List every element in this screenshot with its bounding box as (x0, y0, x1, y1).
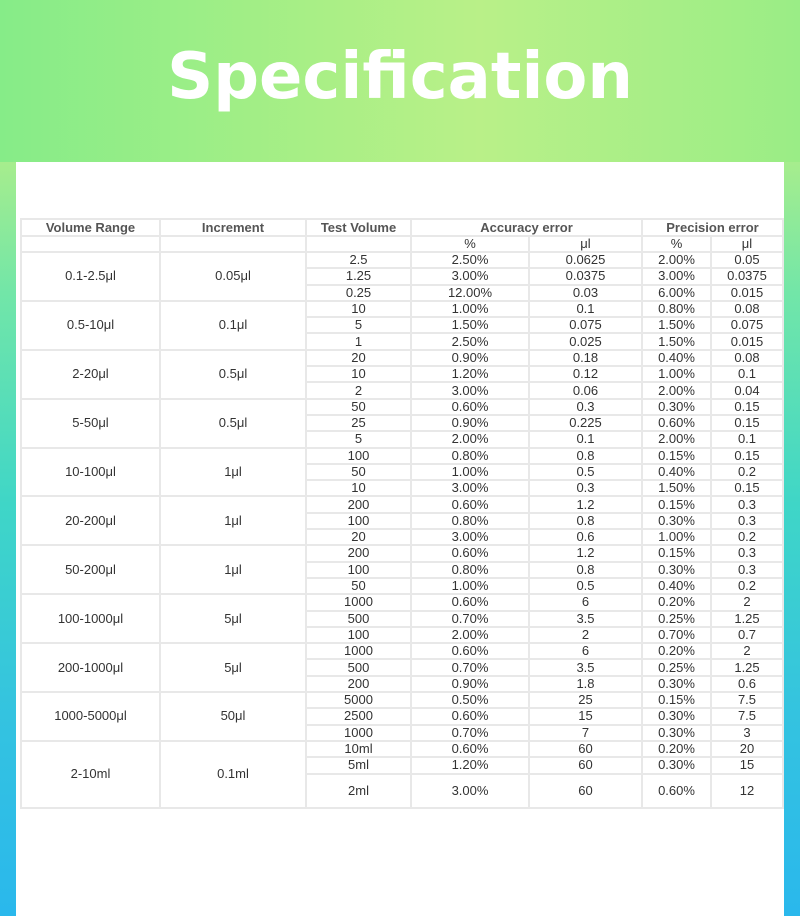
test-volume-cell: 200 (306, 545, 411, 561)
accuracy-ul-cell: 0.8 (529, 448, 642, 464)
table-row (21, 448, 783, 464)
accuracy-percent-cell: 0.70% (411, 659, 529, 675)
precision-percent-cell: 0.20% (642, 643, 711, 659)
spec-table-body (21, 252, 783, 808)
test-volume-cell: 1000 (306, 594, 411, 610)
precision-percent-cell: 0.15% (642, 692, 711, 708)
subheader-row (21, 236, 783, 252)
test-volume-cell: 0.25 (306, 285, 411, 301)
accuracy-percent-cell: 1.00% (411, 464, 529, 480)
precision-ul-cell: 0.15 (711, 399, 783, 415)
precision-percent-cell: 0.70% (642, 627, 711, 643)
accuracy-percent-cell: 0.90% (411, 350, 529, 366)
test-volume-cell: 5000 (306, 692, 411, 708)
precision-ul-cell: 0.2 (711, 529, 783, 545)
accuracy-percent-cell: 2.00% (411, 431, 529, 447)
precision-percent-cell: 2.00% (642, 431, 711, 447)
volume-range-cell: 5-50μl (21, 399, 160, 448)
accuracy-percent-cell: 1.20% (411, 366, 529, 382)
accuracy-percent-cell: 3.00% (411, 382, 529, 398)
accuracy-ul-cell: 60 (529, 774, 642, 808)
accuracy-ul-cell: 6 (529, 643, 642, 659)
test-volume-cell: 200 (306, 676, 411, 692)
precision-ul-cell: 20 (711, 741, 783, 757)
volume-range-cell: 0.1-2.5μl (21, 252, 160, 301)
precision-percent-cell: 0.40% (642, 578, 711, 594)
accuracy-ul-cell: 0.5 (529, 464, 642, 480)
volume-range-cell: 200-1000μl (21, 643, 160, 692)
accuracy-percent-cell: 2.00% (411, 627, 529, 643)
precision-percent-cell: 0.60% (642, 774, 711, 808)
increment-cell: 0.1μl (160, 301, 306, 350)
precision-percent-cell: 3.00% (642, 268, 711, 284)
accuracy-ul-cell: 0.06 (529, 382, 642, 398)
precision-ul-cell: 0.7 (711, 627, 783, 643)
precision-percent-cell: 0.30% (642, 562, 711, 578)
accuracy-percent-cell: 0.60% (411, 594, 529, 610)
accuracy-ul-cell: 0.3 (529, 399, 642, 415)
precision-ul-cell: 0.3 (711, 496, 783, 512)
accuracy-percent-cell: 0.90% (411, 415, 529, 431)
header-banner (0, 0, 800, 162)
precision-ul-cell: 0.1 (711, 366, 783, 382)
accuracy-ul-cell: 0.0375 (529, 268, 642, 284)
increment-cell: 0.1ml (160, 741, 306, 808)
precision-ul-cell: 0.15 (711, 480, 783, 496)
precision-percent-cell: 0.20% (642, 594, 711, 610)
subheader-precision-percent: % (642, 236, 711, 252)
precision-percent-cell: 0.40% (642, 350, 711, 366)
increment-cell: 5μl (160, 594, 306, 643)
col-header-volume-range: Volume Range (21, 219, 160, 236)
increment-cell: 0.05μl (160, 252, 306, 301)
accuracy-percent-cell: 0.70% (411, 725, 529, 741)
table-row (21, 692, 783, 708)
accuracy-percent-cell: 2.50% (411, 333, 529, 349)
precision-ul-cell: 0.3 (711, 562, 783, 578)
volume-range-cell: 100-1000μl (21, 594, 160, 643)
test-volume-cell: 500 (306, 659, 411, 675)
accuracy-ul-cell: 0.03 (529, 285, 642, 301)
accuracy-ul-cell: 0.3 (529, 480, 642, 496)
increment-cell: 0.5μl (160, 399, 306, 448)
test-volume-cell: 500 (306, 611, 411, 627)
test-volume-cell: 1 (306, 333, 411, 349)
accuracy-percent-cell: 1.00% (411, 301, 529, 317)
precision-ul-cell: 0.015 (711, 333, 783, 349)
accuracy-percent-cell: 0.70% (411, 611, 529, 627)
test-volume-cell: 200 (306, 496, 411, 512)
precision-percent-cell: 0.20% (642, 741, 711, 757)
test-volume-cell: 100 (306, 448, 411, 464)
precision-percent-cell: 0.30% (642, 708, 711, 724)
test-volume-cell: 5 (306, 317, 411, 333)
precision-percent-cell: 0.15% (642, 545, 711, 561)
col-header-precision-error: Precision error (642, 219, 783, 236)
accuracy-ul-cell: 0.8 (529, 513, 642, 529)
volume-range-cell: 0.5-10μl (21, 301, 160, 350)
precision-ul-cell: 2 (711, 594, 783, 610)
volume-range-cell: 1000-5000μl (21, 692, 160, 741)
table-row (21, 496, 783, 512)
precision-percent-cell: 6.00% (642, 285, 711, 301)
accuracy-ul-cell: 3.5 (529, 611, 642, 627)
accuracy-ul-cell: 0.18 (529, 350, 642, 366)
test-volume-cell: 50 (306, 464, 411, 480)
accuracy-ul-cell: 60 (529, 741, 642, 757)
accuracy-percent-cell: 0.60% (411, 545, 529, 561)
accuracy-percent-cell: 0.80% (411, 562, 529, 578)
table-row (21, 741, 783, 757)
precision-percent-cell: 0.30% (642, 513, 711, 529)
precision-percent-cell: 1.00% (642, 529, 711, 545)
accuracy-percent-cell: 3.00% (411, 480, 529, 496)
precision-percent-cell: 0.15% (642, 496, 711, 512)
accuracy-ul-cell: 3.5 (529, 659, 642, 675)
accuracy-ul-cell: 1.2 (529, 496, 642, 512)
precision-percent-cell: 0.15% (642, 448, 711, 464)
table-row (21, 594, 783, 610)
precision-ul-cell: 7.5 (711, 708, 783, 724)
accuracy-ul-cell: 1.8 (529, 676, 642, 692)
precision-ul-cell: 0.04 (711, 382, 783, 398)
precision-ul-cell: 0.2 (711, 578, 783, 594)
precision-ul-cell: 0.075 (711, 317, 783, 333)
test-volume-cell: 1000 (306, 725, 411, 741)
table-row (21, 643, 783, 659)
accuracy-percent-cell: 1.20% (411, 757, 529, 773)
accuracy-ul-cell: 0.8 (529, 562, 642, 578)
precision-ul-cell: 0.08 (711, 350, 783, 366)
test-volume-cell: 20 (306, 529, 411, 545)
test-volume-cell: 100 (306, 627, 411, 643)
accuracy-ul-cell: 60 (529, 757, 642, 773)
accuracy-ul-cell: 15 (529, 708, 642, 724)
test-volume-cell: 10 (306, 301, 411, 317)
precision-ul-cell: 0.1 (711, 431, 783, 447)
accuracy-ul-cell: 0.025 (529, 333, 642, 349)
accuracy-percent-cell: 1.00% (411, 578, 529, 594)
precision-ul-cell: 0.0375 (711, 268, 783, 284)
accuracy-ul-cell: 0.075 (529, 317, 642, 333)
subheader-precision-ul: μl (711, 236, 783, 252)
subheader-empty (21, 236, 160, 252)
spec-table (20, 218, 784, 809)
precision-ul-cell: 0.3 (711, 513, 783, 529)
increment-cell: 0.5μl (160, 350, 306, 399)
table-row (21, 399, 783, 415)
test-volume-cell: 10ml (306, 741, 411, 757)
test-volume-cell: 1.25 (306, 268, 411, 284)
volume-range-cell: 50-200μl (21, 545, 160, 594)
accuracy-ul-cell: 7 (529, 725, 642, 741)
volume-range-cell: 2-20μl (21, 350, 160, 399)
accuracy-percent-cell: 0.60% (411, 399, 529, 415)
precision-percent-cell: 1.00% (642, 366, 711, 382)
table-row (21, 545, 783, 561)
test-volume-cell: 10 (306, 480, 411, 496)
accuracy-percent-cell: 0.80% (411, 513, 529, 529)
precision-percent-cell: 1.50% (642, 480, 711, 496)
page-title: Specification (167, 40, 633, 114)
precision-percent-cell: 0.30% (642, 676, 711, 692)
precision-percent-cell: 0.30% (642, 399, 711, 415)
precision-ul-cell: 0.15 (711, 448, 783, 464)
table-row (21, 252, 783, 268)
volume-range-cell: 10-100μl (21, 448, 160, 497)
accuracy-ul-cell: 0.225 (529, 415, 642, 431)
precision-ul-cell: 0.05 (711, 252, 783, 268)
accuracy-percent-cell: 0.60% (411, 496, 529, 512)
test-volume-cell: 1000 (306, 643, 411, 659)
accuracy-ul-cell: 25 (529, 692, 642, 708)
accuracy-percent-cell: 3.00% (411, 529, 529, 545)
increment-cell: 1μl (160, 448, 306, 497)
accuracy-ul-cell: 0.1 (529, 301, 642, 317)
precision-percent-cell: 2.00% (642, 382, 711, 398)
precision-ul-cell: 7.5 (711, 692, 783, 708)
precision-ul-cell: 0.3 (711, 545, 783, 561)
precision-ul-cell: 3 (711, 725, 783, 741)
accuracy-percent-cell: 3.00% (411, 268, 529, 284)
precision-ul-cell: 2 (711, 643, 783, 659)
test-volume-cell: 50 (306, 399, 411, 415)
volume-range-cell: 20-200μl (21, 496, 160, 545)
test-volume-cell: 100 (306, 562, 411, 578)
accuracy-percent-cell: 0.60% (411, 741, 529, 757)
test-volume-cell: 50 (306, 578, 411, 594)
col-header-accuracy-error: Accuracy error (411, 219, 642, 236)
accuracy-percent-cell: 0.60% (411, 643, 529, 659)
accuracy-percent-cell: 0.60% (411, 708, 529, 724)
subheader-accuracy-ul: μl (529, 236, 642, 252)
precision-percent-cell: 0.40% (642, 464, 711, 480)
precision-percent-cell: 1.50% (642, 317, 711, 333)
spec-panel (16, 162, 784, 916)
subheader-empty (160, 236, 306, 252)
precision-ul-cell: 0.015 (711, 285, 783, 301)
precision-percent-cell: 0.30% (642, 757, 711, 773)
precision-ul-cell: 0.15 (711, 415, 783, 431)
test-volume-cell: 5 (306, 431, 411, 447)
col-header-test-volume: Test Volume (306, 219, 411, 236)
precision-percent-cell: 0.25% (642, 659, 711, 675)
subheader-empty (306, 236, 411, 252)
accuracy-ul-cell: 0.6 (529, 529, 642, 545)
accuracy-percent-cell: 0.90% (411, 676, 529, 692)
accuracy-ul-cell: 2 (529, 627, 642, 643)
col-header-increment: Increment (160, 219, 306, 236)
accuracy-ul-cell: 1.2 (529, 545, 642, 561)
accuracy-percent-cell: 0.50% (411, 692, 529, 708)
precision-ul-cell: 0.08 (711, 301, 783, 317)
precision-ul-cell: 12 (711, 774, 783, 808)
accuracy-percent-cell: 0.80% (411, 448, 529, 464)
accuracy-percent-cell: 2.50% (411, 252, 529, 268)
precision-percent-cell: 2.00% (642, 252, 711, 268)
accuracy-ul-cell: 0.5 (529, 578, 642, 594)
header-row (21, 219, 783, 236)
precision-ul-cell: 0.6 (711, 676, 783, 692)
precision-percent-cell: 0.25% (642, 611, 711, 627)
increment-cell: 1μl (160, 496, 306, 545)
precision-percent-cell: 0.80% (642, 301, 711, 317)
test-volume-cell: 2500 (306, 708, 411, 724)
increment-cell: 1μl (160, 545, 306, 594)
precision-percent-cell: 0.60% (642, 415, 711, 431)
test-volume-cell: 20 (306, 350, 411, 366)
increment-cell: 5μl (160, 643, 306, 692)
precision-ul-cell: 1.25 (711, 611, 783, 627)
test-volume-cell: 100 (306, 513, 411, 529)
accuracy-ul-cell: 0.1 (529, 431, 642, 447)
accuracy-ul-cell: 0.12 (529, 366, 642, 382)
test-volume-cell: 2.5 (306, 252, 411, 268)
test-volume-cell: 2 (306, 382, 411, 398)
test-volume-cell: 25 (306, 415, 411, 431)
table-row (21, 350, 783, 366)
precision-ul-cell: 0.2 (711, 464, 783, 480)
precision-percent-cell: 0.30% (642, 725, 711, 741)
increment-cell: 50μl (160, 692, 306, 741)
accuracy-percent-cell: 3.00% (411, 774, 529, 808)
accuracy-ul-cell: 0.0625 (529, 252, 642, 268)
accuracy-percent-cell: 12.00% (411, 285, 529, 301)
precision-percent-cell: 1.50% (642, 333, 711, 349)
table-row (21, 301, 783, 317)
test-volume-cell: 10 (306, 366, 411, 382)
volume-range-cell: 2-10ml (21, 741, 160, 808)
subheader-accuracy-percent: % (411, 236, 529, 252)
precision-ul-cell: 15 (711, 757, 783, 773)
test-volume-cell: 2ml (306, 774, 411, 808)
accuracy-ul-cell: 6 (529, 594, 642, 610)
test-volume-cell: 5ml (306, 757, 411, 773)
precision-ul-cell: 1.25 (711, 659, 783, 675)
accuracy-percent-cell: 1.50% (411, 317, 529, 333)
